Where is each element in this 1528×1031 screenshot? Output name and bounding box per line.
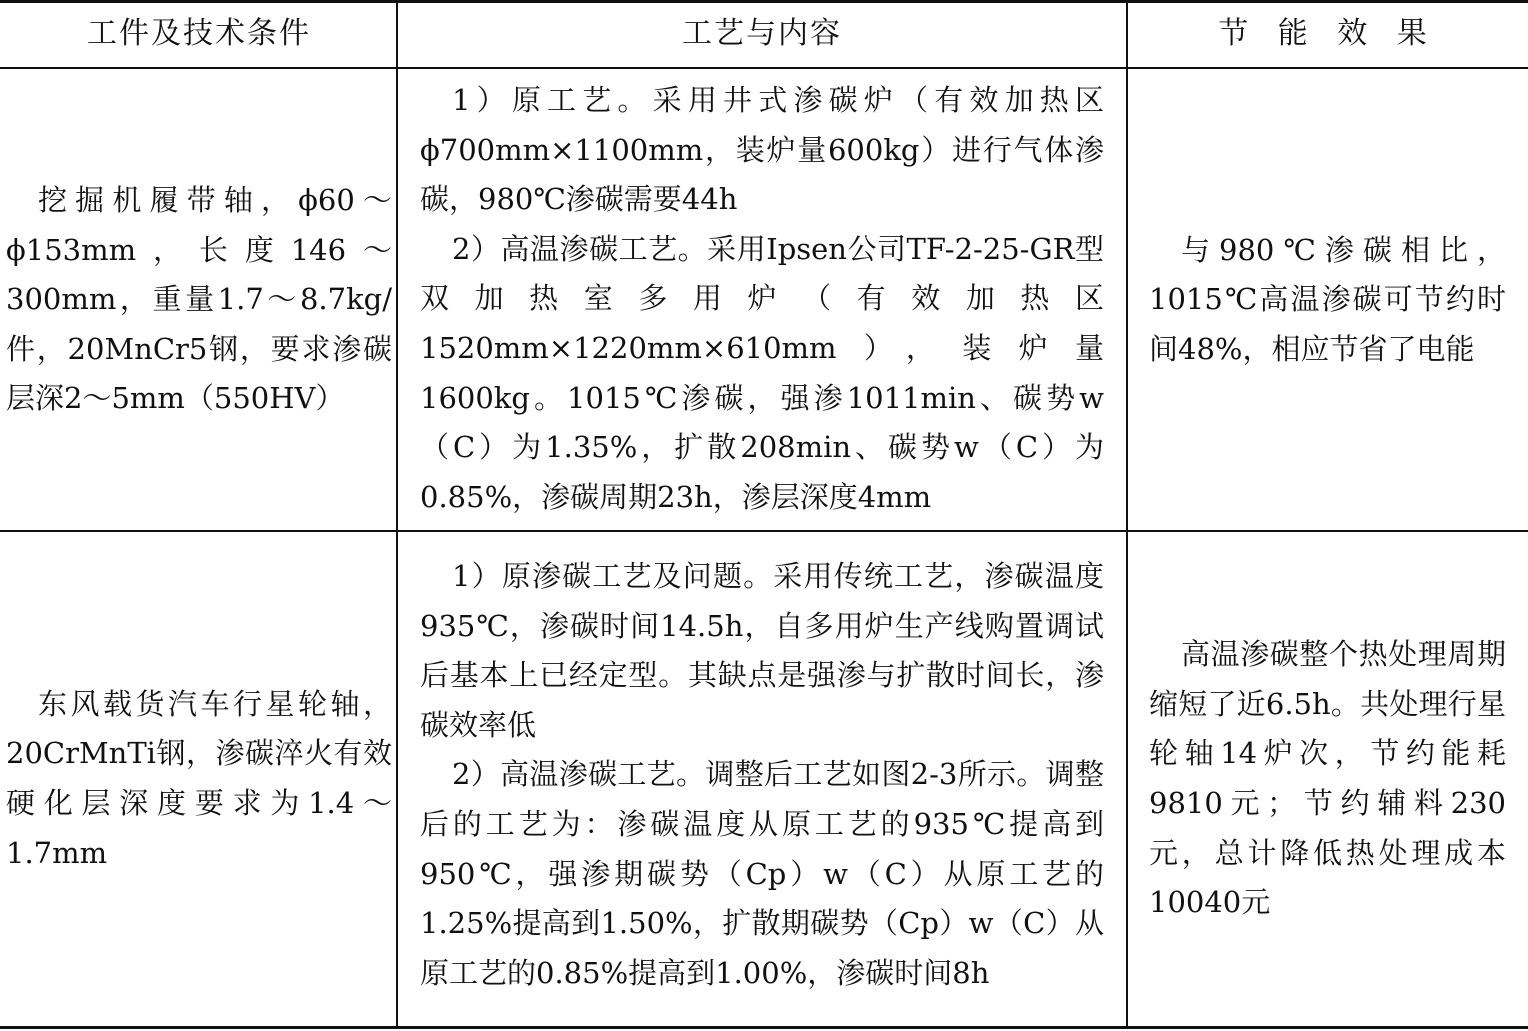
table-row-2-effect-cell: [1131, 532, 1526, 1026]
header-workpiece: 工件及技术条件: [87, 16, 311, 51]
row-1-effect-text: 与980℃渗碳相比，1015℃高温渗碳可节约时间48%，相应节省了电能: [1149, 232, 1506, 366]
row-2-workpiece-text: 东风载货汽车行星轮轴，20CrMnTi钢，渗碳淬火有效硬化层深度要求为1.4～1.7mm: [6, 686, 392, 870]
column-divider-2: [1126, 0, 1128, 1029]
table-row-1-effect-cell: [1131, 70, 1526, 530]
column-divider-1: [396, 0, 398, 1029]
row-2-process-step-1: 1）原渗碳工艺及问题。采用传统工艺，渗碳温度935℃，渗碳时间14.5h，自多用炉生产线购置调试后基本上已经定型。其缺点是强渗与扩散时间长，渗碳效率低: [420, 559, 1104, 742]
row-1-process-step-2: 2）高温渗碳工艺。采用Ipsen公司TF-2-25-GR型双加热室多用炉（有效加热区1520mm×1220mm×610mm），装炉量1600kg。1015℃渗碳，强渗1011min、碳势w（C）为1.35%，扩散208min、碳势w（C）为0.85%，渗碳周期23h，渗层深度4mm: [420, 231, 1104, 514]
table-bottom-rule: [0, 1026, 1528, 1029]
row-1-process-step-1: 1）原工艺。采用井式渗碳炉（有效加热区ϕ700mm×1100mm，装炉量600kg）进行气体渗碳，980℃渗碳需要44h: [420, 83, 1104, 217]
header-effect: 节 能 效 果: [1218, 16, 1437, 51]
table-row-2-workpiece-cell: [4, 532, 394, 1026]
row-1-workpiece-text: 挖掘机履带轴，ϕ60～ϕ153mm，长度146～300mm，重量1.7～8.7kg/件，20MnCr5钢，要求渗碳层深2～5mm（550HV）: [6, 183, 392, 416]
table-row-1-workpiece-cell: [4, 70, 394, 530]
header-process: 工艺与内容: [682, 16, 842, 51]
table-row-2-process-cell: [402, 552, 1124, 1026]
row-2-effect-text: 高温渗碳整个热处理周期缩短了近6.5h。共处理行星轮轴14炉次，节约能耗9810元；节约辅料230元，总计降低热处理成本10040元: [1149, 637, 1506, 920]
row-2-process-step-2: 2）高温渗碳工艺。调整后工艺如图2-3所示。调整后的工艺为：渗碳温度从原工艺的935℃提高到950℃，强渗期碳势（Cp）w（C）从原工艺的1.25%提高到1.50%，扩散期碳势（Cp）w（C）从原工艺的0.85%提高到1.00%，渗碳时间8h: [420, 757, 1104, 990]
table-row-1-process-cell: [402, 76, 1124, 530]
